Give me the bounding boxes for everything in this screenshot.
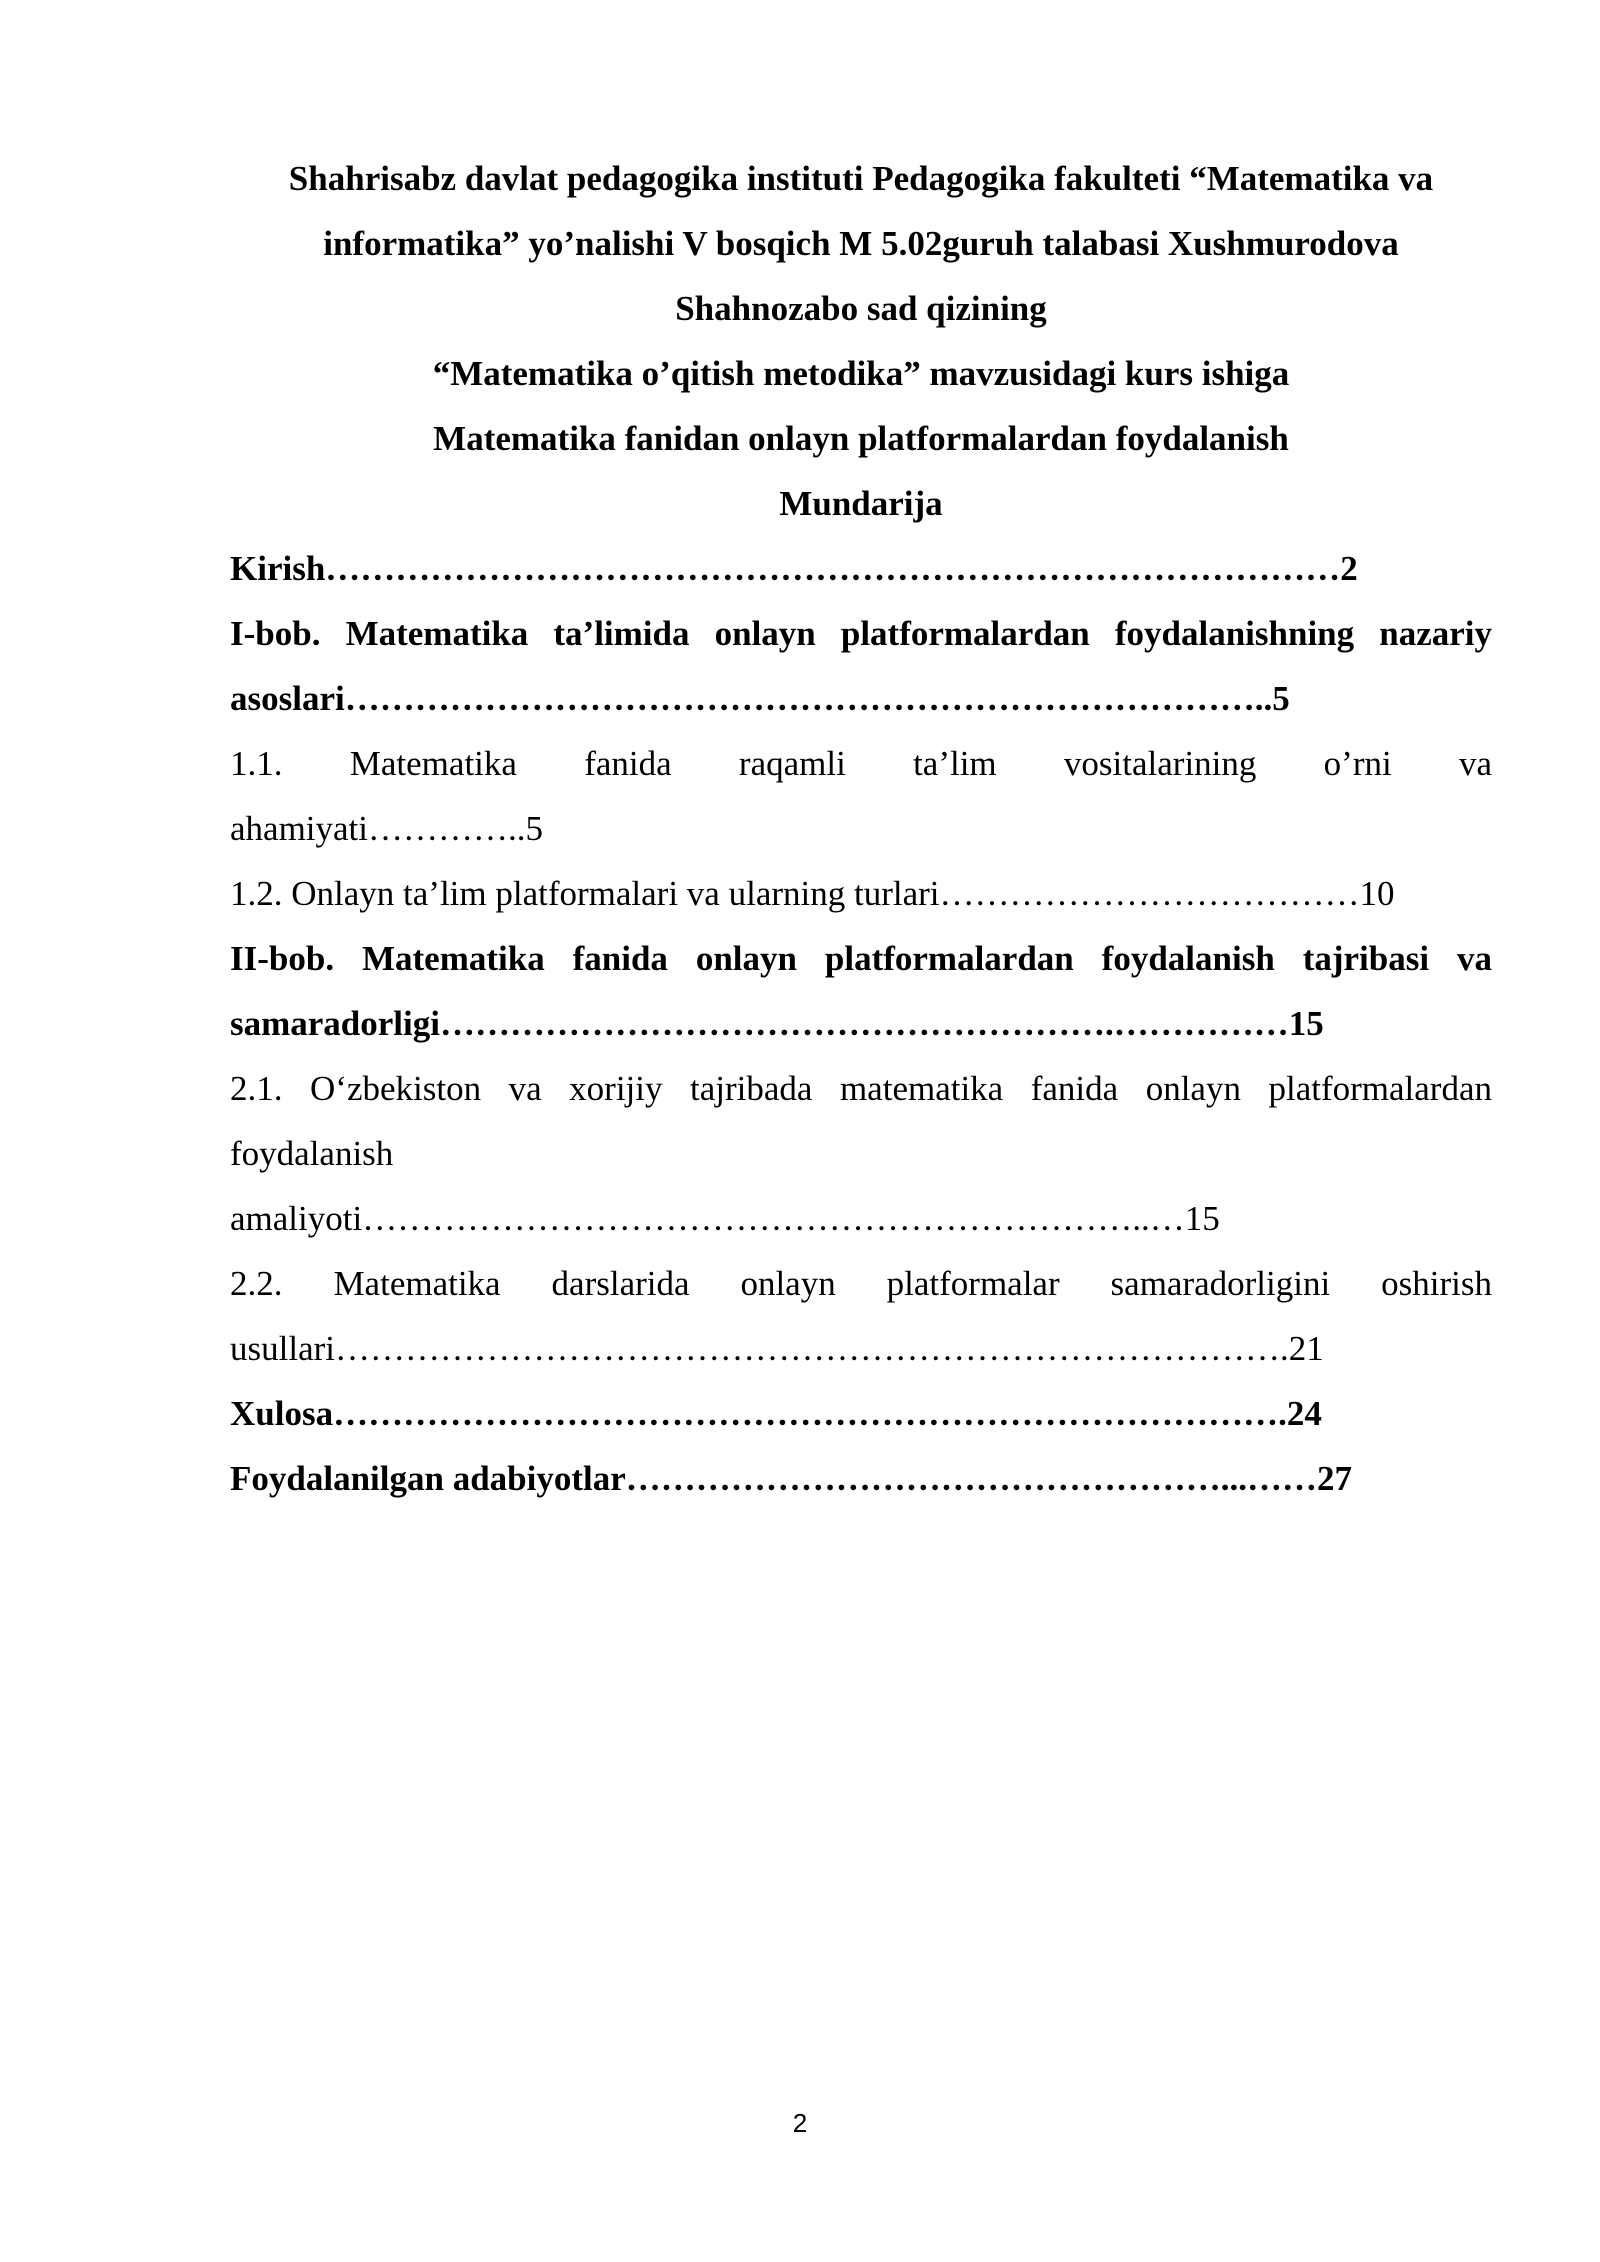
toc-entry-section-2-1-cont2: amaliyoti…………………………………………………………..…15 xyxy=(230,1199,1220,1238)
toc-entry-chapter-1-cont: asoslari……………………………………………………………………..5 xyxy=(230,679,1290,718)
header-line-course: “Matematika o’qitish metodika” mavzusidagi kurs ishiga xyxy=(432,354,1290,393)
header-line-institute: Shahrisabz davlat pedagogika instituti Pedagogika fakulteti “Matematika va xyxy=(288,159,1434,198)
toc-entry-xulosa: Xulosa……………………………………………………………………….24 xyxy=(230,1394,1322,1433)
toc-entry-section-1-1: 1.1. Matematika fanida raqamli ta’lim vositalarining o’rni va xyxy=(230,744,1492,783)
contents-title: Mundarija xyxy=(779,484,943,523)
toc-entry-chapter-2-cont: samaradorligi………………………………………………….……………15 xyxy=(230,1004,1324,1043)
header-line-direction: informatika” yo’nalishi V bosqich M 5.02guruh talabasi Xushmurodova xyxy=(323,224,1399,263)
toc-entry-section-2-2-cont: usullari……………………………………………………………………….21 xyxy=(230,1329,1324,1368)
toc-entry-chapter-1: I-bob. Matematika ta’limida onlayn platformalardan foydalanishning nazariy xyxy=(230,614,1492,653)
page-number: 2 xyxy=(792,2108,808,2138)
toc-entry-section-2-2: 2.2. Matematika darslarida onlayn platformalar samaradorligini oshirish xyxy=(230,1264,1492,1303)
document-title: Matematika fanidan onlayn platformalardan foydalanish xyxy=(433,419,1289,458)
toc-entry-section-2-1-cont: foydalanish xyxy=(230,1134,394,1173)
toc-entry-section-1-2: 1.2. Onlayn ta’lim platformalari va ularning turlari………………………………10 xyxy=(230,874,1395,913)
page-content xyxy=(230,146,1492,1511)
header-line-student: Shahnozabo sad qizining xyxy=(675,289,1047,328)
toc-entry-adabiyotlar: Foydalanilgan adabiyotlar……………………………………………...……27 xyxy=(230,1459,1353,1498)
toc-entry-section-1-1-cont: ahamiyati…………..5 xyxy=(230,809,544,848)
toc-entry-chapter-2: II-bob. Matematika fanida onlayn platformalardan foydalanish tajribasi va xyxy=(230,939,1492,978)
toc-entry-kirish: Kirish……………………………………………………………………………2 xyxy=(230,549,1358,588)
toc-entry-section-2-1: 2.1. O‘zbekiston va xorijiy tajribada matematika fanida onlayn platformalardan xyxy=(230,1069,1492,1108)
